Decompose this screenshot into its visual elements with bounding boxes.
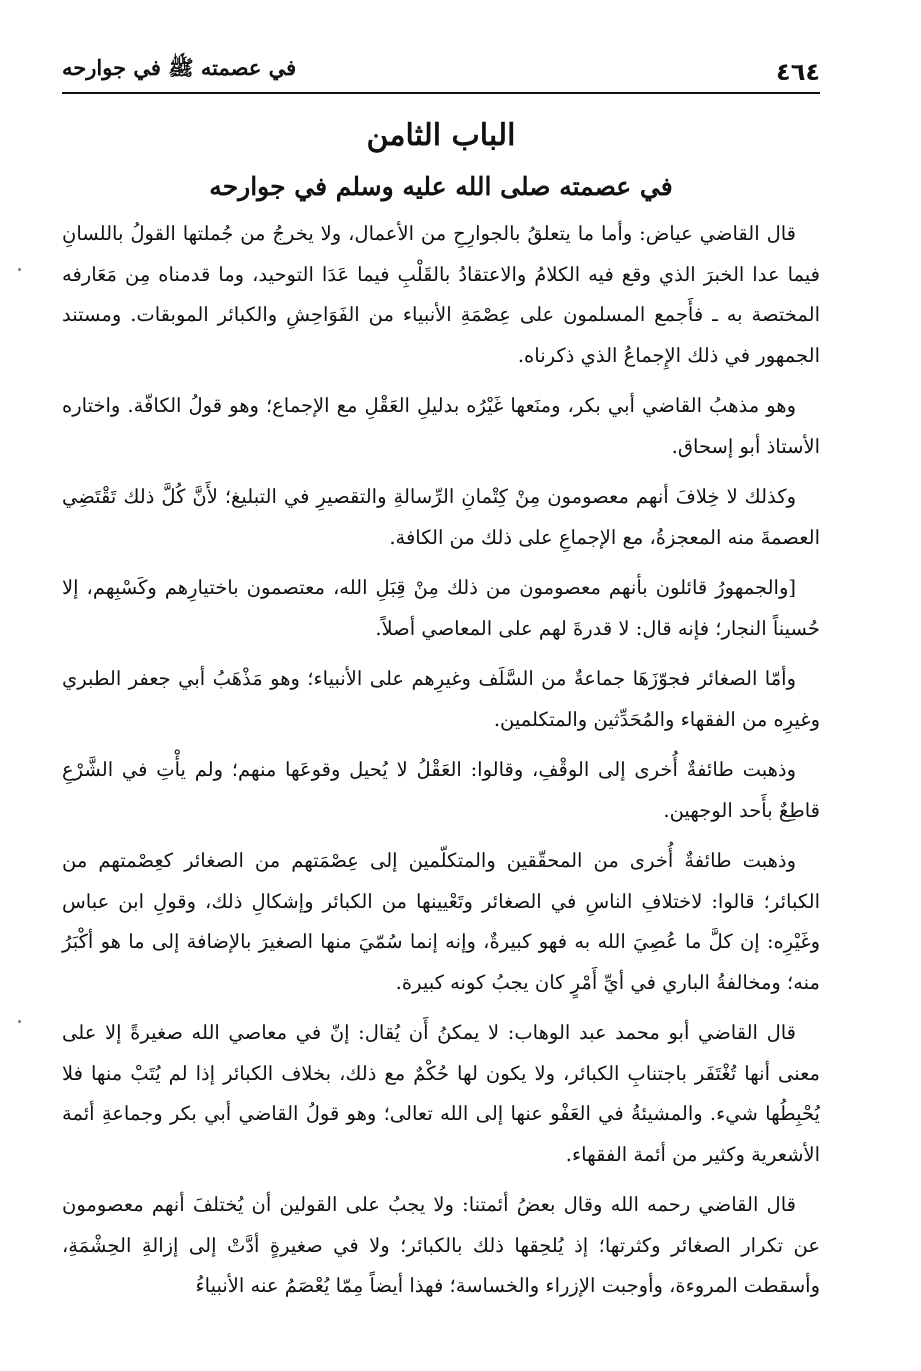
paragraph: قال القاضي أبو محمد عبد الوهاب: لا يمكنُ أَن يُقال: إنّ في معاصي الله صغيرةً إلا على معنى أنها تُغْتَفَر باجتنابِ الكبائر، ولا يكون لها حُكْمٌ مع ذلك، بخلاف الكبائر إذا لم يُتَبْ منها فلا يُحْبِطُها شيء. والمشيئةُ في العَفْو عنها إلى الله تعالى؛ وهو قولُ القاضي أبي بكر وجماعةِ أئمة الأشعرية وكثير من أئمة الفقهاء. [62, 1021, 820, 1166]
paragraph: وكذلك لا خِلافَ أنهم معصومون مِنْ كِتْمانِ الرِّسالةِ والتقصيرِ في التبليغ؛ لأَنَّ كُلَّ ذلك تَقْتَضِي العصمةَ منه المعجزةُ، مع الإجماعِ على ذلك من الكافة. [62, 485, 820, 549]
chapter-title: الباب الثامن [366, 118, 516, 153]
page-header [62, 52, 820, 94]
page-content [62, 108, 820, 1315]
page-number: ٤٦٤ [776, 58, 820, 86]
paragraph: قال القاضي عياض: وأما ما يتعلقُ بالجوارِحِ من الأعمال، ولا يخرجُ من جُملتها القولُ باللسانِ فيما عدا الخبرَ الذي وقع فيه الكلامُ والاعتقادُ بالقَلْبِ فيما عَدَا التوحيد، وما قدمناه مِن مَعَارفه المختصة به ـ فأَجمع المسلمون على عِصْمَةِ الأنبياء من الفَوَاحِشِ والكبائر الموبقات. ومستند الجمهور في ذلك الإِجماعُ الذي ذكرناه. [62, 222, 820, 367]
paragraph: قال القاضي رحمه الله وقال بعضُ أئمتنا: ولا يجبُ على القولين أن يُختلفَ أنهم معصومون عن تكرار الصغائر وكثرتها؛ إذ يُلحِقها ذلك بالكبائر؛ ولا في صغيرةٍ أدَّتْ إلى إزالةِ الحِشْمَةِ، وأسقطت المروءة، وأوجبت الإزراء والخساسة؛ فهذا أيضاً مِمّا يُعْصَمُ عنه الأنبياءُ [62, 1193, 820, 1297]
margin-speck [18, 268, 21, 271]
paragraph: [والجمهورُ قائلون بأنهم معصومون من ذلك مِنْ قِبَلِ الله، معتصمون باختيارِهم وكَسْبِهم، إلا حُسيناً النجار؛ فإنه قال: لا قدرةَ لهم على المعاصي أصلاً. [62, 576, 820, 640]
paragraph: وذهبت طائفةٌ أُخرى من المحقّقين والمتكلّمين إلى عِصْمَتهم من الصغائر كعِصْمتهم من الكبائر؛ قالوا: لاختلافِ الناسِ في الصغائر وتَعْيينها من الكبائر وإشكالِ ذلك، وقولِ ابن عباس وغَيْرِه: إن كلَّ ما عُصِيَ الله به فهو كبيرةٌ، وإنه إنما سُمّيَ منها الصغيرَ بالإضافة إلى ما هو أكْبَرُ منه؛ ومخالفةُ الباري في أيِّ أَمْرٍ كان يجبُ كونه كبيرة. [62, 849, 820, 994]
paragraph: وذهبت طائفةٌ أُخرى إلى الوقْفِ، وقالوا: العَقْلُ لا يُحيل وقوعَها منهم؛ ولم يأْتِ في الشَّرْعِ قاطِعٌ بأَحد الوجهين. [62, 758, 820, 822]
paragraph: وهو مذهبُ القاضي أبي بكر، ومنَعها غَيْرُه بدليلِ العَقْلِ مع الإجماع؛ وهو قولُ الكافّة. واختاره الأستاذ أبو إسحاق. [62, 394, 820, 458]
chapter-subtitle: في عصمته صلى الله عليه وسلم في جوارحه [209, 172, 673, 201]
margin-speck [18, 1020, 21, 1023]
paragraph: وأمّا الصغائر فجوّزَهَا جماعةٌ من السَّلَف وغيرِهم على الأنبياء؛ وهو مَذْهَبُ أبي جعفر الطبري وغيرِه من الفقهاء والمُحَدِّثين والمتكلمين. [62, 667, 820, 731]
running-title: في عصمته ﷺ في جوارحه [62, 55, 297, 80]
